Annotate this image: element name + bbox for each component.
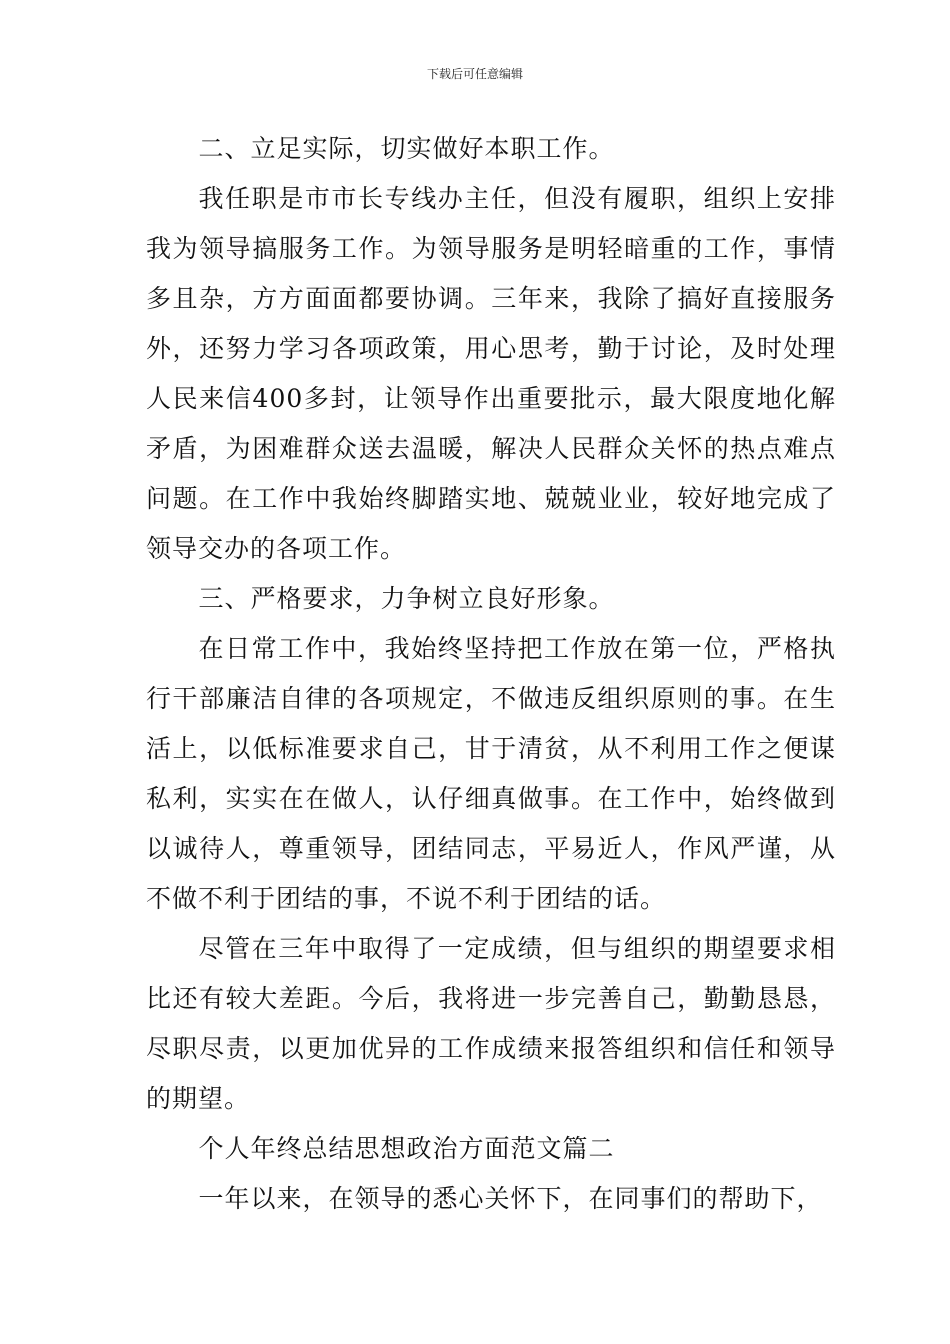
paragraph: 我任职是市市长专线办主任，但没有履职，组织上安排我为领导搞服务工作。为领导服务是明轻暗重的工作，事情多且杂，方方面面都要协调。三年来，我除了搞好直接服务外，还努力学习各项政策，用心思考，勤于讨论，及时处理人民来信400多封，让领导作出重要批示，最大限度地化解矛盾，为困难群众送去温暖，解决人民群众关怀的热点难点问题。在工作中我始终脚踏实地、兢兢业业，较好地完成了领导交办的各项工作。 — [146, 184, 836, 563]
article-title: 个人年终总结思想政治方面范文篇二 — [198, 1134, 615, 1163]
paragraph: 一年以来，在领导的悉心关怀下，在同事们的帮助下， — [198, 1184, 823, 1213]
document-body — [146, 124, 836, 1224]
section-heading-2: 二、立足实际，切实做好本职工作。 — [198, 134, 615, 163]
paragraph: 尽管在三年中取得了一定成绩，但与组织的期望要求相比还有较大差距。今后，我将进一步完善自己，勤勤恳恳，尽职尽责，以更加优异的工作成绩来报答组织和信任和领导的期望。 — [146, 934, 836, 1113]
paragraph: 在日常工作中，我始终坚持把工作放在第一位，严格执行干部廉洁自律的各项规定，不做违反组织原则的事。在生活上，以低标准要求自己，甘于清贫，从不利用工作之便谋私利，实实在在做人，认仔细真做事。在工作中，始终做到以诚待人，尊重领导，团结同志，平易近人，作风严谨，从不做不利于团结的事，不说不利于团结的话。 — [146, 634, 836, 913]
section-heading-3: 三、严格要求，力争树立良好形象。 — [198, 584, 615, 613]
page-header: 下载后可任意编辑 — [426, 67, 523, 81]
